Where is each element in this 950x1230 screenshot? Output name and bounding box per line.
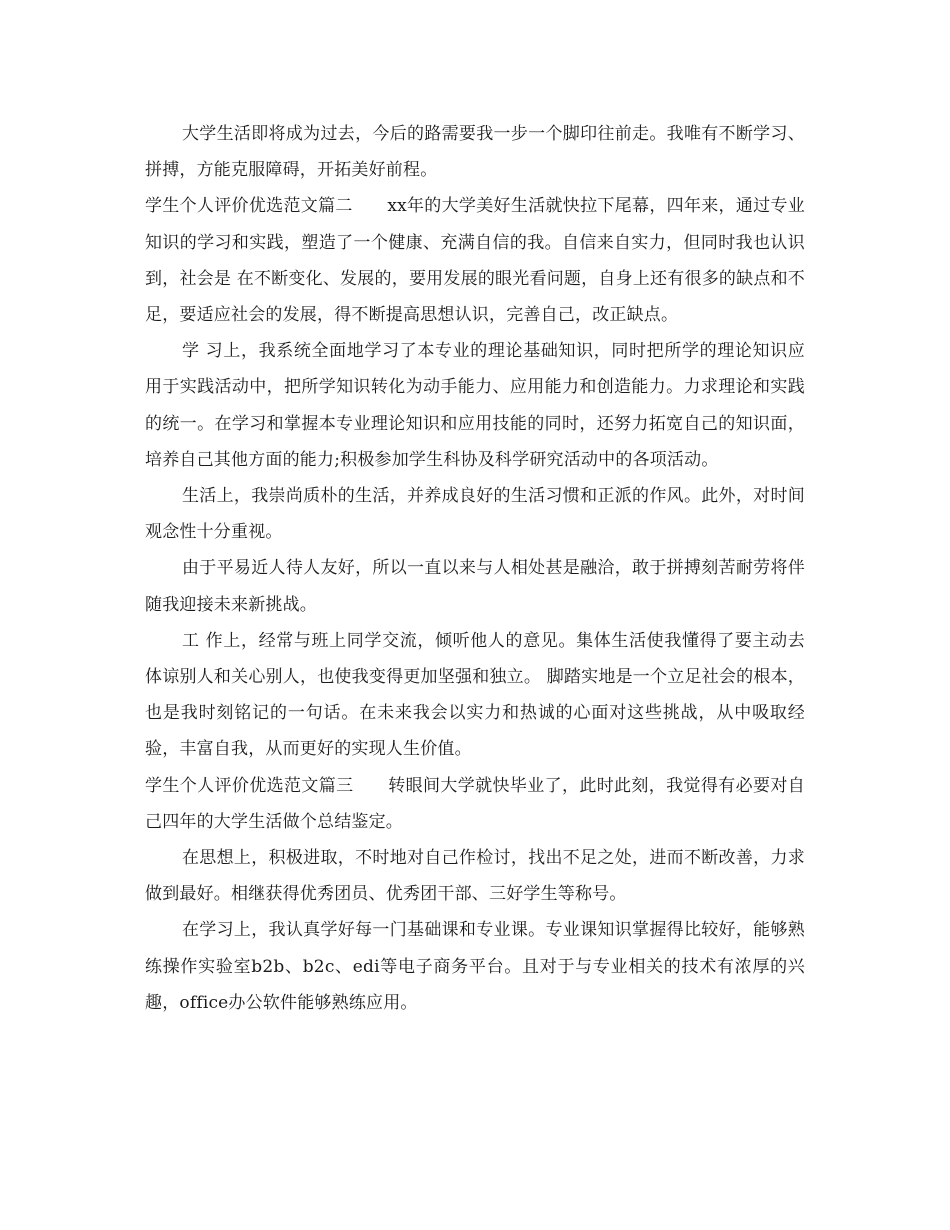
paragraph-2-heading-section-two: 学生个人评价优选范文篇二 xx年的大学美好生活就快拉下尾幕，四年来，通过专业知识的学习和实践，塑造了一个健康、充满自信的我。自信来自实力，但同时我也认识到，社会是 在不断变化、发展的，要用发展的眼光看问题，自身上还有很多的缺点和不足，要适应社会的发展，得不断提高思想认识，完善自己，改正缺点。 (145, 196, 805, 326)
paragraph-9: 在学习上，我认真学好每一门基础课和专业课。专业课知识掌握得比较好，能够熟练操作实验室b2b、b2c、edi等电子商务平台。且对于与专业相关的技术有浓厚的兴趣，office办公软件能够熟练应用。 (145, 920, 805, 1013)
paragraph-8: 在思想上，积极进取，不时地对自己作检讨，找出不足之处，进而不断改善，力求做到最好。相继获得优秀团员、优秀团干部、三好学生等称号。 (145, 848, 805, 905)
paragraph-1: 大学生活即将成为过去，今后的路需要我一步一个脚印往前走。我唯有不断学习、拼搏，方能克服障碍，开拓美好前程。 (145, 124, 805, 181)
document-page (145, 116, 805, 1021)
paragraph-4: 生活上，我崇尚质朴的生活，并养成良好的生活习惯和正派的作风。此外，对时间观念性十分重视。 (145, 486, 805, 543)
paragraph-7-heading-section-three: 学生个人评价优选范文篇三 转眼间大学就快毕业了，此时此刻，我觉得有必要对自己四年的大学生活做个总结鉴定。 (145, 775, 805, 832)
paragraph-3: 学 习上，我系统全面地学习了本专业的理论基础知识，同时把所学的理论知识应用于实践活动中，把所学知识转化为动手能力、应用能力和创造能力。力求理论和实践 的统一。在学习和掌握本专业理论知识和应用技能的同时，还努力拓宽自己的知识面，培养自己其他方面的能力;积极参加学生科协及科学研究活动中的各项活动。 (145, 341, 805, 470)
paragraph-5: 由于平易近人待人友好，所以一直以来与人相处甚是融洽，敢于拼搏刻苦耐劳将伴随我迎接未来新挑战。 (145, 558, 805, 615)
paragraph-6: 工 作上，经常与班上同学交流，倾听他人的意见。集体生活使我懂得了要主动去体谅别人和关心别人，也使我变得更加坚强和独立。 脚踏实地是一个立足社会的根本，也是我时刻铭记的一句话。在未来我会以实力和热诚的心面对这些挑战，从中吸取经验，丰富自我，从而更好的实现人生价值。 (145, 630, 805, 760)
